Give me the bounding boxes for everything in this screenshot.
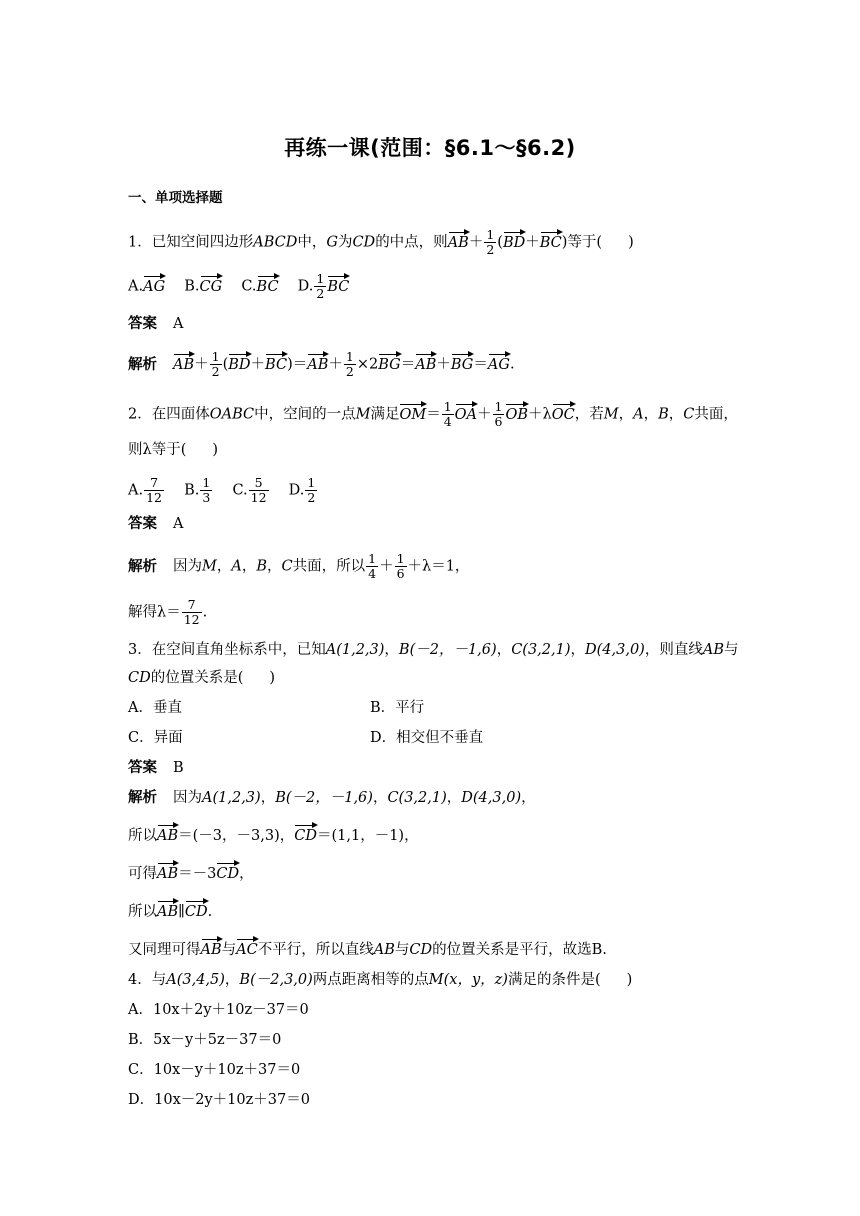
vector-bd: BD [502, 234, 526, 251]
q1-answer: 答案 A [128, 316, 184, 332]
q3-solution-line3: 可得AB＝－3CD， [128, 866, 254, 882]
vector-ab: AB [447, 234, 469, 251]
q3-options-row1: A．垂直 [128, 700, 182, 716]
q3-solution-line2: 所以AB＝(－3，－3,3)，CD＝(1,1，－1)， [128, 828, 419, 844]
q4-stem: 4．与A(3,4,5)，B(－2,3,0)两点距离相等的点M(x，y，z)满足的条件是( ) [128, 972, 633, 988]
q3-solution: 解析 因为A(1,2,3)，B(－2，－1,6)，C(3,2,1)，D(4,3,0)， [128, 790, 536, 806]
section-heading: 一、单项选择题 [128, 190, 223, 206]
q3-options-row2: C．异面 [128, 730, 183, 746]
page-title: 再练一课(范围：§6.1～§6.2) [284, 136, 576, 160]
fraction-half: $\frac{1}{2}$ [486, 227, 495, 257]
q3-stem-line2: CD的位置关系是( ) [128, 670, 276, 686]
q2-answer: 答案 A [128, 516, 184, 532]
vector-bc: BC [539, 234, 562, 251]
q3-solution-line4: 所以AB∥CD. [128, 904, 213, 920]
q3-option-d: D．相交但不垂直 [370, 730, 484, 746]
q2-stem-line2: 则λ等于( ) [128, 442, 219, 458]
q1-stem: 1．已知空间四边形ABCD中，G为CD的中点，则AB＋ $\frac{1}{2}$ (BD＋BC)等于( ) [128, 227, 634, 257]
q2-options: A. $\frac{7}{12}$ B. $\frac{1}{3}$ C. $\frac{5}{12}$ D. $\frac{1}{2}$ [128, 475, 316, 505]
q2-solution: 解析 因为M，A，B，C共面，所以 $\frac{1}{4}$ ＋ $\frac{1}{6}$ ＋λ＝1， [128, 551, 470, 581]
q3-option-b: B．平行 [370, 700, 425, 716]
q4-option-d: D．10x－2y＋10z＋37＝0 [128, 1092, 310, 1108]
q4-option-b: B．5x－y＋5z－37＝0 [128, 1032, 282, 1048]
q2-stem: 2．在四面体OABC中，空间的一点M满足OM＝ $\frac{1}{4}$ OA＋ $\frac{1}{6}$ OB＋λOC，若M，A，B，C共面， [128, 399, 738, 429]
q3-answer: 答案 B [128, 760, 184, 776]
q1-options: A.AG B.CG C.BC D. $\frac{1}{2}$ BC [128, 271, 350, 301]
q3-stem: 3．在空间直角坐标系中，已知A(1,2,3)，B(－2，－1,6)，C(3,2,1)，D(4,3,0)，则直线AB与 [128, 642, 739, 658]
q4-option-a: A．10x＋2y＋10z－37＝0 [128, 1002, 309, 1018]
q4-option-c: C．10x－y＋10z＋37＝0 [128, 1062, 301, 1078]
q2-solution-line2: 解得λ＝ $\frac{7}{12}$ . [128, 597, 208, 627]
q3-solution-line5: 又同理可得AB与AC不平行，所以直线AB与CD的位置关系是平行，故选B. [128, 942, 607, 958]
q1-solution: 解析 AB＋ $\frac{1}{2}$ (BD＋BC)＝AB＋ $\frac{1}{2}$ ×2BG＝AB＋BG＝AG. [128, 349, 515, 379]
